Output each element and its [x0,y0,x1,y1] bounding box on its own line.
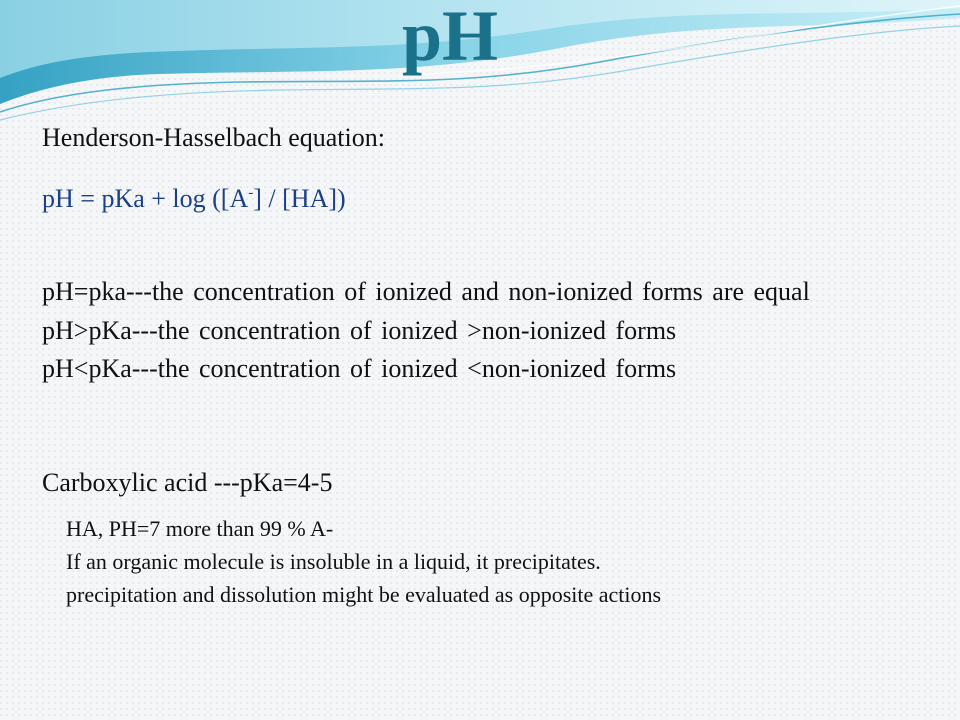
equation-prefix: pH = pKa + log ([A [42,184,249,213]
equation-superscript: - [248,185,254,201]
equation-suffix: ] / [HA]) [253,184,346,213]
equation-heading: Henderson-Hasselbach equation: [42,123,385,152]
note-line: If an organic molecule is insoluble in a liquid, it precipitates. [66,549,601,574]
rule-line: pH=pka---the concentration of ionized and non-ionized forms are equal [42,277,810,306]
carboxylic-acid-line: Carboxylic acid ---pKa=4-5 [42,468,333,497]
rule-line: pH<pKa---the concentration of ionized <non-ionized forms [42,354,677,383]
slide-title: pH [401,0,499,76]
note-line: precipitation and dissolution might be evaluated as opposite actions [66,582,662,607]
notes-list [66,512,661,611]
rule-line: pH>pKa---the concentration of ionized >non-ionized forms [42,315,677,345]
ph-rules-list [42,273,902,389]
henderson-hasselbach-equation [42,181,346,217]
note-line: HA, PH=7 more than 99 % A- [66,516,334,541]
